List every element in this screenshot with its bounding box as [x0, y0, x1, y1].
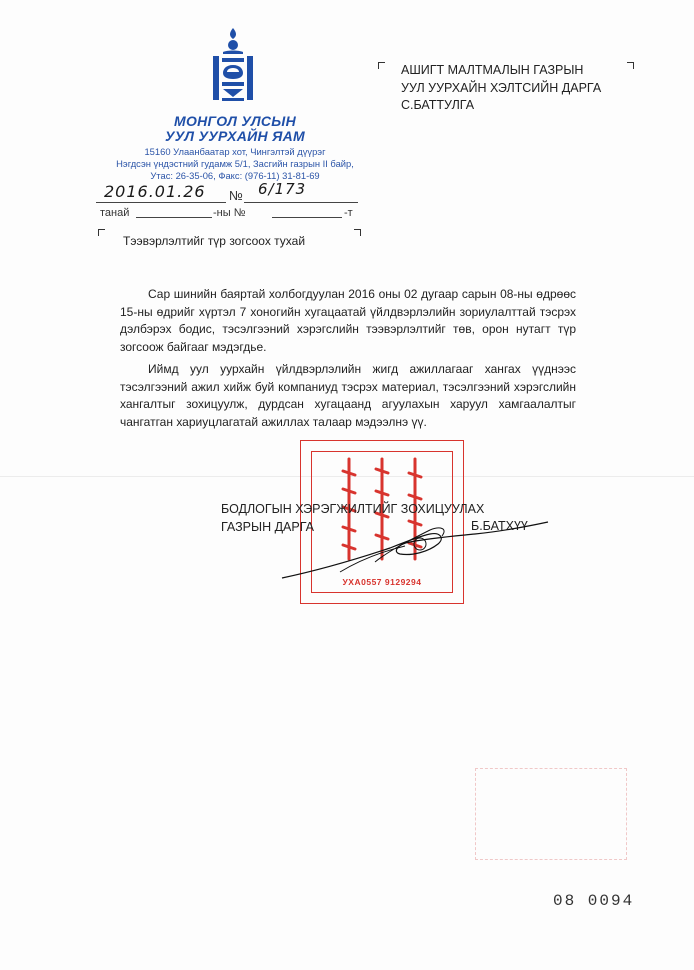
document-number: 08 0094	[553, 892, 635, 910]
signatory-title-line1: БОДЛОГЫН ХЭРЭГЖИЛТИЙГ ЗОХИЦУУЛАХ	[221, 502, 485, 516]
reply-mid: -ны №	[213, 207, 246, 219]
body-paragraph-1: Сар шинийн баяртай холбогдуулан 2016 оны 02 дугаар сарын 08-ны өдрөөс 15-ны өдрийг хүртэл 7 хоногийн хугацаатай үйлдвэрлэлийн зориулалттай тэсрэх дэлбэрэх бодис, тэсэлгээний хэрэгслийн тээвэрлэлтийг төв, орон нутагт түр зогсоож байгааг мэдэгдье.	[120, 287, 576, 354]
subject-bracket-right	[354, 229, 361, 236]
faint-stamp-mark	[475, 768, 627, 860]
number-label: №	[229, 188, 243, 203]
reply-date-underline	[136, 217, 212, 218]
recipient-line2: УУЛ УУРХАЙН ХЭЛТСИЙН ДАРГА	[401, 80, 602, 95]
address-line1: 15160 Улаанбаатар хот, Чингэлтэй дүүрэг	[144, 146, 326, 157]
letter-subject: Тээвэрлэлтийг түр зогсоох тухай	[123, 234, 306, 248]
ministry-name-line2: УУЛ УУРХАЙН ЯАМ	[164, 128, 306, 144]
recipient-line1: АШИГТ МАЛТМАЛЫН ГАЗРЫН	[401, 63, 584, 77]
recipient-block	[401, 62, 601, 115]
signatory-name: Б.БАТХҮҮ	[471, 519, 528, 533]
recipient-line3: С.БАТТУЛГА	[401, 98, 475, 112]
signature-icon	[280, 500, 550, 600]
address-line2: Нэгдсэн үндэстний гудамж 5/1, Засгийн газрын II байр,	[116, 158, 354, 169]
address-line3: Утас: 26-35-06, Факс: (976-11) 31-81-69	[150, 170, 320, 181]
reply-prefix: танай	[100, 207, 130, 219]
ministry-name-line1: МОНГОЛ УЛСЫН	[173, 113, 297, 129]
body-paragraph-2: Иймд уул уурхайн үйлдвэрлэлийн жигд ажиллагааг хангах үүднээс тэсэлгээний ажил хийж буй компаниуд тэсрэх материал, тэсэлгээний хэрэгслийн хангалтыг зохицуулж, дурдсан хугацаанд агуулахын харуул хамгаалалтыг чангатган хариуцлагатай ажиллах талаар мэдээлнэ үү.	[120, 362, 576, 429]
date-underline	[96, 202, 226, 203]
recipient-bracket-right	[627, 62, 634, 69]
signatory-title-line2: ГАЗРЫН ДАРГА	[221, 519, 314, 534]
letter-date: 2016.01.26	[104, 182, 206, 201]
reply-suffix: -т	[344, 207, 353, 219]
stamp-code: УХА0557 9129294	[342, 577, 422, 587]
mongolian-state-emblem-icon	[205, 26, 261, 106]
letter-number: 6/173	[258, 180, 307, 198]
number-underline	[244, 202, 358, 203]
subject-bracket-left	[98, 229, 105, 236]
recipient-bracket-left	[378, 62, 385, 69]
reply-number-underline	[272, 217, 342, 218]
